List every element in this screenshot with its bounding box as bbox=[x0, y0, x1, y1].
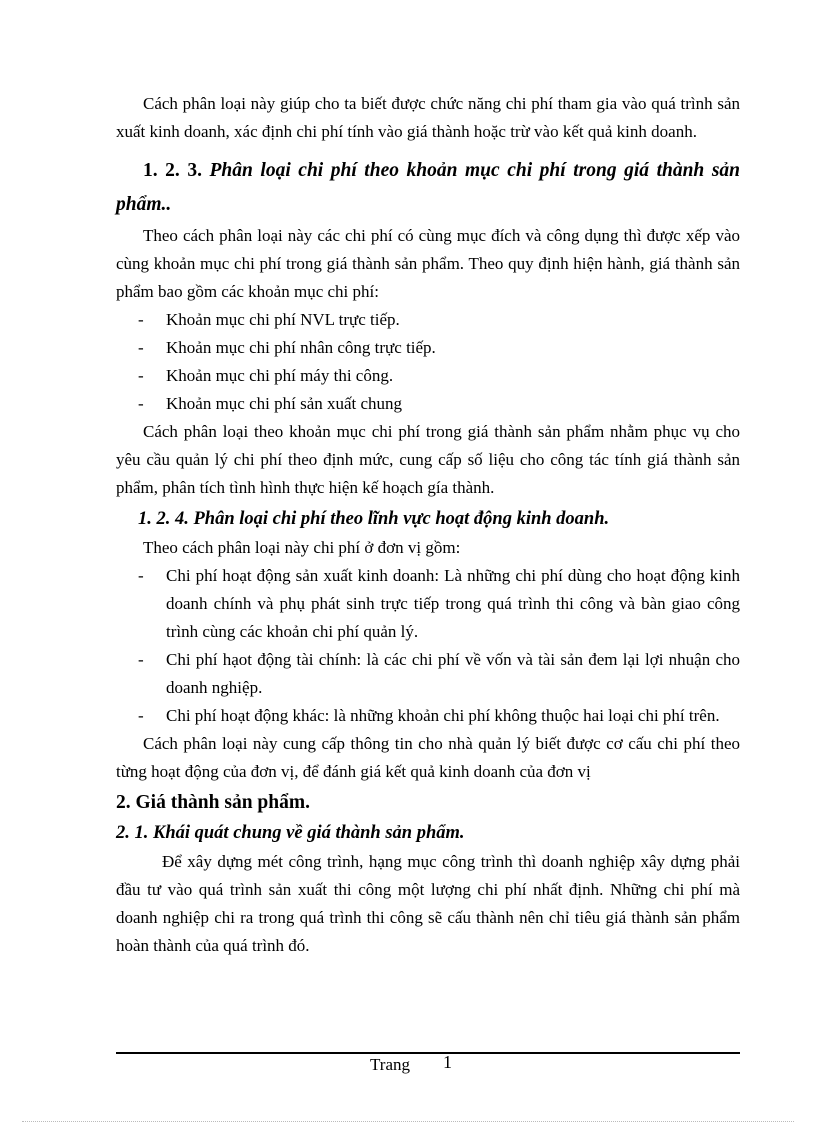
dash-marker: - bbox=[138, 566, 144, 585]
paragraph-cost-items: Theo cách phân loại này các chi phí có cùng mục đích và công dụng thì được xếp vào cùng khoản mục chi phí trong giá thành sản phẩm. Theo quy định hiện hành, giá thành sản phẩm bao gồm các khoản mục chi phí: bbox=[116, 226, 740, 301]
page-footer bbox=[370, 1052, 452, 1075]
footer-divider bbox=[116, 1052, 740, 1054]
heading-title: Phân loại chi phí theo khoản mục chi phí trong giá thành sản phẩm.. bbox=[116, 160, 741, 215]
page-content bbox=[116, 90, 740, 960]
list-item: - Khoản mục chi phí sản xuất chung bbox=[116, 390, 740, 418]
heading-1-2-4: 1. 2. 4. Phân loại chi phí theo lĩnh vực hoạt động kinh doanh. bbox=[138, 509, 610, 529]
dash-marker: - bbox=[138, 394, 144, 413]
page-break-line bbox=[22, 1121, 794, 1122]
paragraph-activity-intro: Theo cách phân loại này chi phí ở đơn vị gồm: bbox=[143, 538, 461, 557]
paragraph-activity-summary: Cách phân loại này cung cấp thông tin cho nhà quản lý biết được cơ cấu chi phí theo từng hoạt động của đơn vị, để đánh giá kết quả kinh doanh của đơn vị bbox=[116, 734, 740, 781]
heading-number: 1. 2. 3. bbox=[143, 160, 210, 181]
dash-marker: - bbox=[138, 366, 144, 385]
dash-marker: - bbox=[138, 706, 144, 725]
paragraph-cost-purpose: Cách phân loại theo khoản mục chi phí trong giá thành sản phẩm nhằm phục vụ cho yêu cầu quản lý chi phí theo định mức, cung cấp số liệu cho công tác tính giá thành sản phẩm, phân tích tình hình thực hiện kế hoạch gía thành. bbox=[116, 422, 740, 497]
list-item: - Chi phí hạot động tài chính: là các chi phí về vốn và tài sản đem lại lợi nhuận cho doanh nghiệp. bbox=[116, 646, 740, 702]
page-number: 1 bbox=[443, 1052, 452, 1072]
dash-marker: - bbox=[138, 338, 144, 357]
footer-label: Trang bbox=[370, 1055, 410, 1074]
cost-item-list bbox=[116, 306, 740, 418]
heading-2: 2. Giá thành sản phẩm. bbox=[116, 792, 310, 813]
dash-marker: - bbox=[138, 310, 144, 329]
list-item: - Chi phí hoạt động sản xuất kinh doanh: Là những chi phí dùng cho hoạt động kinh doanh chính và phụ phát sinh trực tiếp trong quá trình thi công và bàn giao công trình cùng các khoản chi phí quản lý. bbox=[116, 562, 740, 646]
paragraph-intro: Cách phân loại này giúp cho ta biết được chức năng chi phí tham gia vào quá trình sản xuất kinh doanh, xác định chi phí tính vào giá thành hoặc trừ vào kết quả kinh doanh. bbox=[116, 94, 740, 141]
heading-1-2-3 bbox=[116, 154, 740, 222]
heading-2-1: 2. 1. Khái quát chung về giá thành sản phẩm. bbox=[116, 823, 465, 843]
list-item: - Khoản mục chi phí NVL trực tiếp. bbox=[116, 306, 740, 334]
activity-cost-list bbox=[116, 562, 740, 730]
list-item: - Khoản mục chi phí nhân công trực tiếp. bbox=[116, 334, 740, 362]
list-item: - Chi phí hoạt động khác: là những khoản chi phí không thuộc hai loại chi phí trên. bbox=[116, 702, 740, 730]
list-item: - Khoản mục chi phí máy thi công. bbox=[116, 362, 740, 390]
dash-marker: - bbox=[138, 650, 144, 669]
paragraph-product-cost: Để xây dựng mét công trình, hạng mục công trình thì doanh nghiệp xây dựng phải đầu tư vào quá trình sản xuất thi công một lượng chi phí nhất định. Những chi phí mà doanh nghiệp chi ra trong quá trình thi công sẽ cấu thành nên chỉ tiêu giá thành sản phẩm hoàn thành của quá trình đó. bbox=[116, 852, 740, 955]
